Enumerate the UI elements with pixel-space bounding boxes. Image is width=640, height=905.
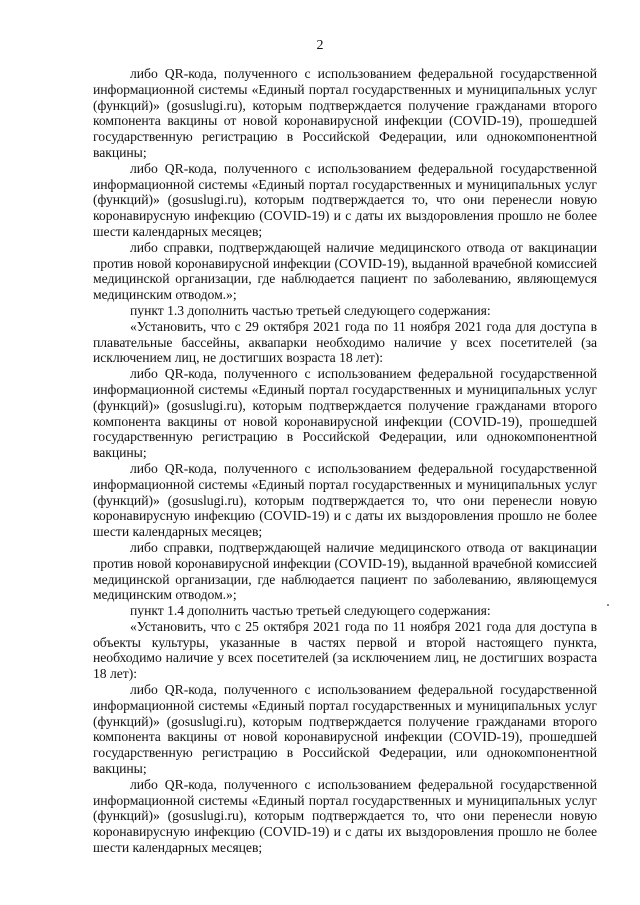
- paragraph-clause-1-4-intro: пункт 1.4 дополнить частью третьей следующего содержания:: [130, 603, 491, 619]
- paragraph-qr-vaccination-2: либо QR-кода, полученного с использованием федеральной государственной информационной системы «Единый портал государственных и муниципальных услуг (функций)» (gosuslugi.ru), которым подтверждается получение гражданами второго компонента вакцины от новой коронавирусной инфекции (COVID-19), прошедшей государственную регистрацию в Российской Федерации, или однокомпонентной вакцины;: [93, 366, 597, 461]
- paragraph-culture-requirement: «Установить, что с 25 октября 2021 года по 11 ноября 2021 года для доступа в объекты культуры, указанные в частях первой и второй настоящего пункта, необходимо наличие у всех посетителей (за исключением лиц, не достигших возраста 18 лет):: [93, 618, 597, 682]
- scan-artifact-dot: [607, 604, 609, 606]
- document-body: [93, 66, 597, 856]
- paragraph-qr-recovery-3: либо QR-кода, полученного с использованием федеральной государственной информационной системы «Единый портал государственных и муниципальных услуг (функций)» (gosuslugi.ru), которым подтверждается то, что они перенесли новую коронавирусную инфекцию (COVID-19) и с даты их выздоровления прошло не более шести календарных месяцев;: [93, 776, 597, 856]
- paragraph-medical-exemption-1: либо справки, подтверждающей наличие медицинского отвода от вакцинации против новой коронавирусной инфекции (COVID-19), выданной врачебной комиссией медицинской организации, где наблюдается пациент по заболеванию, являющемуся медицинским отводом.»;: [93, 239, 597, 303]
- paragraph-pools-requirement: «Установить, что с 29 октября 2021 года по 11 ноября 2021 года для доступа в плавательные бассейны, аквапарки необходимо наличие у всех посетителей (за исключением лиц, не достигших возраста 18 лет):: [93, 318, 597, 366]
- paragraph-qr-recovery-2: либо QR-кода, полученного с использованием федеральной государственной информационной системы «Единый портал государственных и муниципальных услуг (функций)» (gosuslugi.ru), которым подтверждается то, что они перенесли новую коронавирусную инфекцию (COVID-19) и с даты их выздоровления прошло не более шести календарных месяцев;: [93, 460, 597, 540]
- paragraph-qr-vaccination-3: либо QR-кода, полученного с использованием федеральной государственной информационной системы «Единый портал государственных и муниципальных услуг (функций)» (gosuslugi.ru), которым подтверждается получение гражданами второго компонента вакцины от новой коронавирусной инфекции (COVID-19), прошедшей государственную регистрацию в Российской Федерации, или однокомпонентной вакцины;: [93, 682, 597, 777]
- paragraph-qr-recovery-1: либо QR-кода, полученного с использованием федеральной государственной информационной системы «Единый портал государственных и муниципальных услуг (функций)» (gosuslugi.ru), которым подтверждается то, что они перенесли новую коронавирусную инфекцию (COVID-19) и с даты их выздоровления прошло не более шести календарных месяцев;: [93, 160, 597, 239]
- paragraph-medical-exemption-2: либо справки, подтверждающей наличие медицинского отвода от вакцинации против новой коронавирусной инфекции (COVID-19), выданной врачебной комиссией медицинской организации, где наблюдается пациент по заболеванию, являющемуся медицинским отводом.»;: [93, 539, 597, 603]
- paragraph-clause-1-3-intro: пункт 1.3 дополнить частью третьей следующего содержания:: [130, 302, 491, 318]
- page-number: 2: [316, 38, 324, 53]
- paragraph-qr-vaccination-1: либо QR-кода, полученного с использованием федеральной государственной информационной системы «Единый портал государственных и муниципальных услуг (функций)» (gosuslugi.ru), которым подтверждается получение гражданами второго компонента вакцины от новой коронавирусной инфекции (COVID-19), прошедшей государственную регистрацию в Российской Федерации, или однокомпонентной вакцины;: [93, 66, 597, 160]
